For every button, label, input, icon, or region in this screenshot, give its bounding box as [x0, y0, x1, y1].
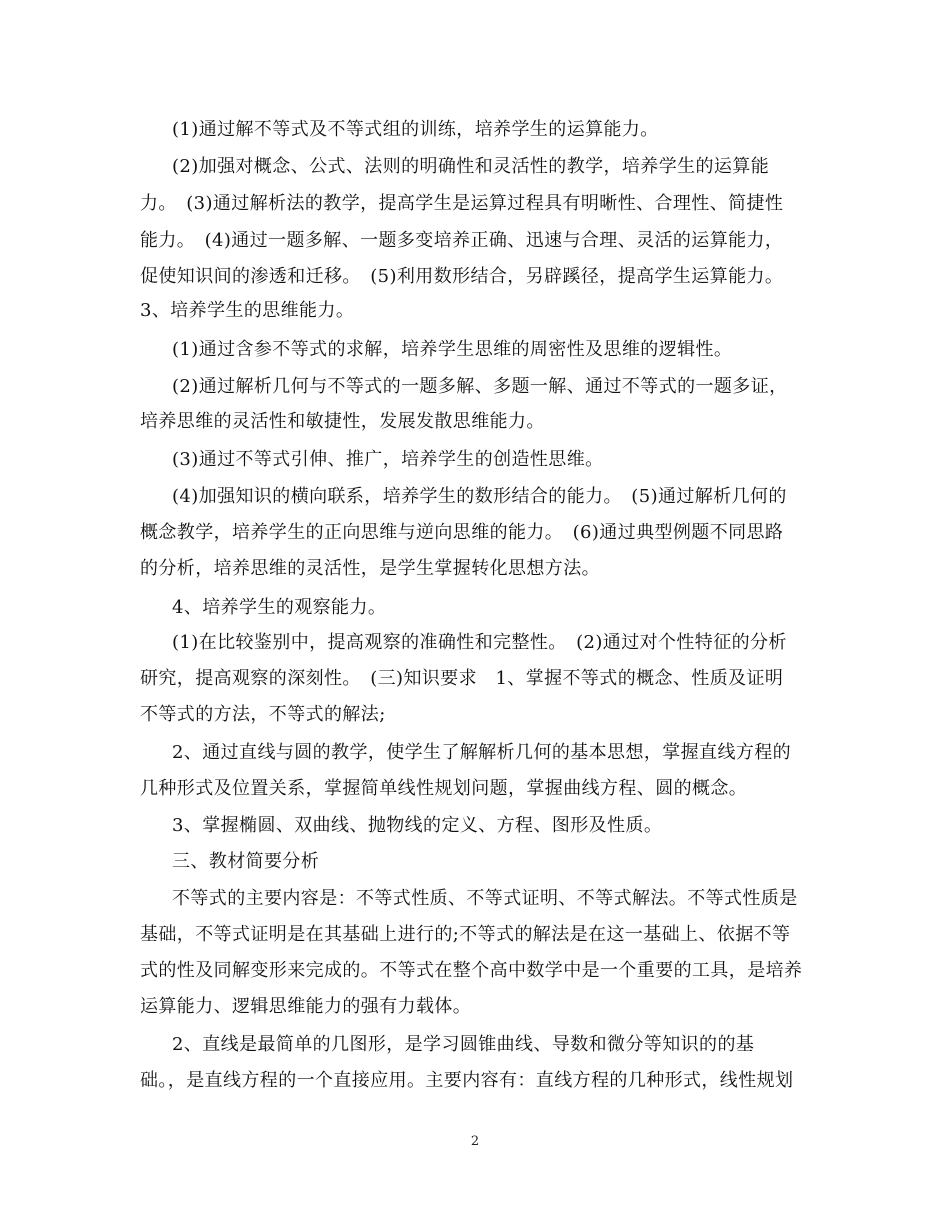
- text-line: (4)加强知识的横向联系，培养学生的数形结合的能力。 (5)通过解析几何的: [172, 486, 787, 507]
- text-line: 2、通过直线与圆的教学，使学生了解解析几何的基本思想，掌握直线方程的: [172, 742, 792, 763]
- text-line: (2)通过解析几何与不等式的一题多解、多题一解、通过不等式的一题多证，: [172, 376, 788, 397]
- text-line: 几种形式及位置关系，掌握简单线性规划问题，掌握曲线方程、圆的概念。: [140, 778, 748, 799]
- text-line: 不等式的主要内容是：不等式性质、不等式证明、不等式解法。不等式性质是: [172, 888, 798, 909]
- text-line: (1)通过含参不等式的求解，培养学生思维的周密性及思维的逻辑性。: [172, 339, 733, 360]
- text-line: 式的性及同解变形来完成的。不等式在整个高中数学中是一个重要的工具，是培养: [140, 960, 803, 981]
- text-line: (3)通过不等式引伸、推广，培养学生的创造性思维。: [172, 449, 604, 470]
- text-line: (1)通过解不等式及不等式组的训练，培养学生的运算能力。: [172, 119, 659, 140]
- text-line: 2、直线是最简单的几图形，是学习圆锥曲线、导数和微分等知识的的基: [172, 1034, 755, 1055]
- text-line: 能力。 (4)通过一题多解、一题多变培养正确、迅速与合理、灵活的运算能力，: [140, 230, 784, 251]
- text-line: 研究，提高观察的深刻性。 (三)知识要求 1、掌握不等式的概念、性质及证明: [140, 668, 784, 689]
- section-heading: 三、教材简要分析: [172, 851, 320, 872]
- section-heading: 3、培养学生的思维能力。: [140, 300, 355, 321]
- section-heading: 4、培养学生的观察能力。: [172, 597, 387, 618]
- text-line: 培养思维的灵活性和敏捷性，发展发散思维能力。: [140, 411, 545, 432]
- text-line: 力。 (3)通过解析法的教学，提高学生是运算过程具有明晰性、合理性、简捷性: [140, 193, 784, 214]
- text-line: 运算能力、逻辑思维能力的强有力载体。: [140, 996, 472, 1017]
- text-line: 3、掌握椭圆、双曲线、抛物线的定义、方程、图形及性质。: [172, 815, 663, 836]
- text-line: 概念教学，培养学生的正向思维与逆向思维的能力。 (6)通过典型例题不同思路: [140, 522, 784, 543]
- text-line: 不等式的方法，不等式的解法;: [140, 704, 386, 725]
- text-line: 基础，不等式证明是在其基础上进行的;不等式的解法是在这一基础上、依据不等: [140, 924, 791, 945]
- text-line: 促使知识间的渗透和迁移。 (5)利用数形结合，另辟蹊径，提高学生运算能力。: [140, 266, 784, 287]
- text-line: 础。，是直线方程的一个直接应用。主要内容有：直线方程的几种形式，线性规划: [140, 1070, 794, 1091]
- text-line: (1)在比较鉴别中，提高观察的准确性和完整性。 (2)通过对个性特征的分析: [172, 632, 787, 653]
- page-number: 2: [470, 1134, 480, 1149]
- text-line: (2)加强对概念、公式、法则的明确性和灵活性的教学，培养学生的运算能: [172, 156, 770, 177]
- text-line: 的分析，培养思维的灵活性，是学生掌握转化思想方法。: [140, 558, 600, 579]
